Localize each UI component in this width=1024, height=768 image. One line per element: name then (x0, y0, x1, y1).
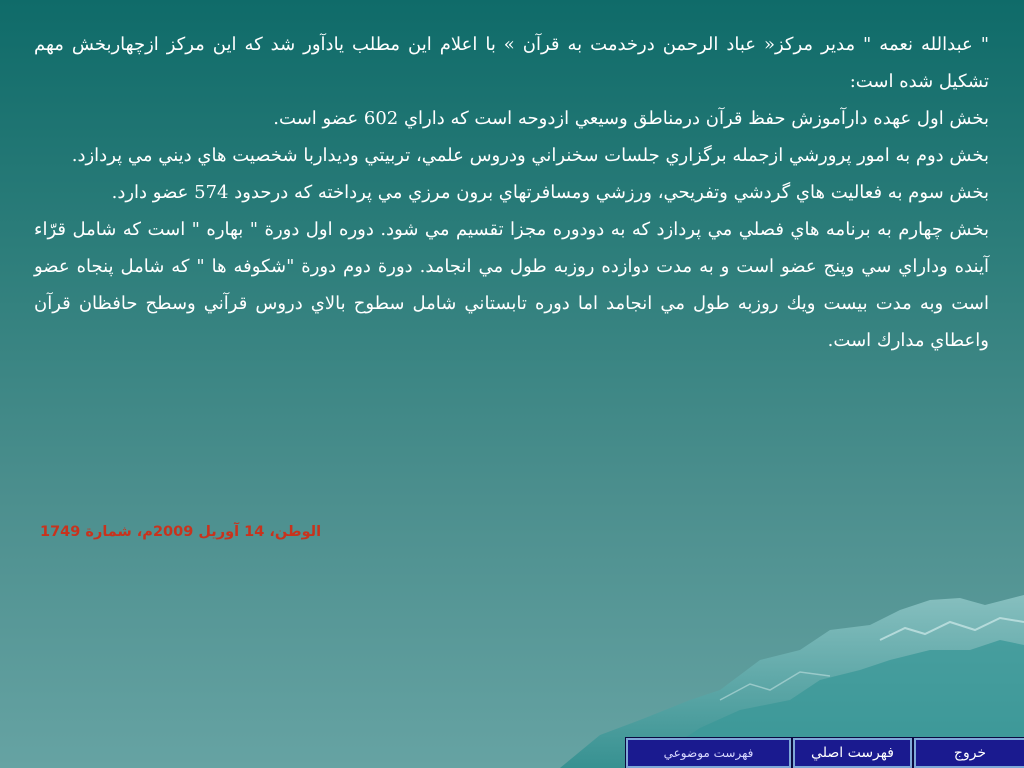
paragraph-section-2: بخش دوم به امور پرورشي ازجمله برگزاري جلسات سخنراني ودروس علمي، تربيتي وديداربا شخصيت هاي ديني مي پردازد. (71, 145, 989, 166)
navigation-bar (624, 738, 1024, 768)
main-index-button[interactable]: فهرست اصلي (793, 738, 912, 768)
exit-button[interactable]: خروج (914, 738, 1024, 768)
source-citation: الوطن، 14 آوريل 2009م، شمارة 1749 (40, 524, 322, 540)
paragraph-section-1: بخش اول عهده دارآموزش حفظ قرآن درمناطق وسيعي ازدوحه است كه داراي 602 عضو است. (273, 108, 989, 129)
paragraph-section-3: بخش سوم به فعاليت هاي گردشي وتفريحي، ورزشي ومسافرتهاي برون مرزي مي پرداخته كه درحدود 574 عضو دارد. (111, 182, 989, 203)
paragraph-section-4: بخش چهارم به برنامه هاي فصلي مي پردازد كه به دودوره مجزا تقسيم مي شود. دوره اول دورة " بهاره " است كه شامل قرّاء آينده وداراي سي وپنج عضو است و به مدت دوازده روزبه طول مي انجامد. دورة دوم دورة "شكوفه ها " كه شامل پنجاه عضو است وبه مدت بيست ويك روزبه طول مي انجامد اما دوره تابستاني شامل سطوح بالاي دروس قرآني وسطح حافظان قرآن واعطاي مدارك است. (34, 219, 989, 351)
paragraph-intro: " عبدالله نعمه " مدير مركز« عباد الرحمن درخدمت به قرآن » با اعلام اين مطلب يادآور شد كه اين مركز ازچهاربخش مهم تشكيل شده است: (34, 34, 989, 92)
article-body (34, 26, 989, 359)
topical-index-button[interactable]: فهرست موضوعي (626, 738, 791, 768)
